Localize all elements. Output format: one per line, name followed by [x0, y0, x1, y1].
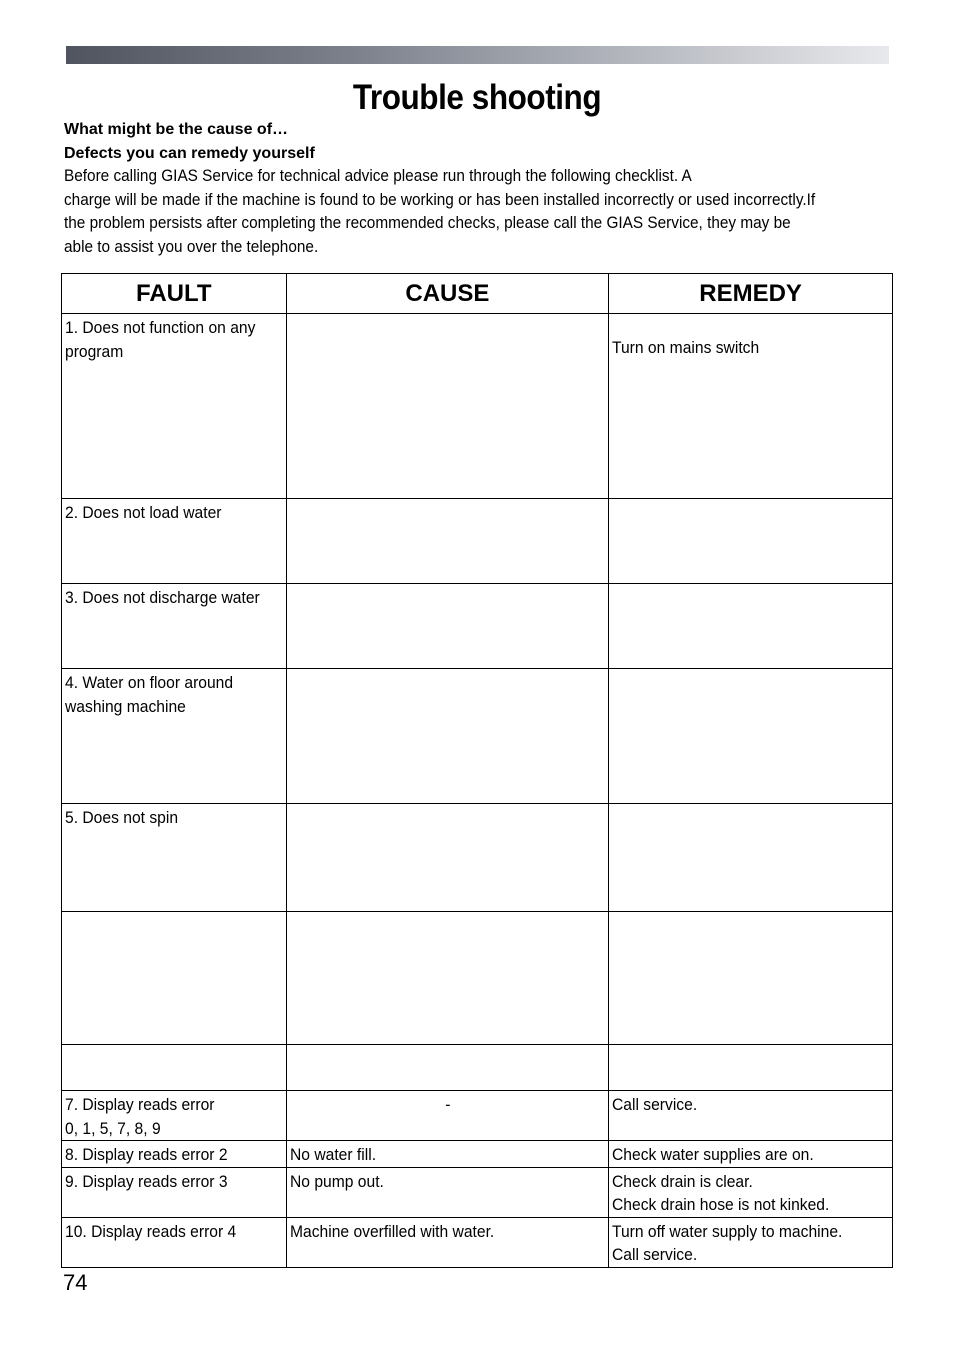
header-fault: FAULT — [62, 274, 287, 314]
remedy-cell: Turn on mains switch — [609, 314, 893, 499]
table-row — [62, 1091, 893, 1141]
table-row — [62, 499, 893, 584]
table-row — [62, 1167, 893, 1217]
fault-cell: 8. Display reads error 2 — [62, 1141, 287, 1168]
table-header-row — [62, 274, 893, 314]
remedy-cell: Check drain is clear. Check drain hose is not kinked. — [609, 1167, 893, 1217]
page-number: 74 — [63, 1270, 88, 1295]
intro-heading-defects: Defects you can remedy yourself — [64, 144, 315, 162]
remedy-cell — [609, 584, 893, 669]
fault-cell: 7. Display reads error 0, 1, 5, 7, 8, 9 — [62, 1091, 287, 1141]
header-gradient-bar — [66, 46, 889, 64]
cause-cell — [286, 669, 609, 804]
cause-cell — [286, 912, 609, 1045]
remedy-cell — [609, 804, 893, 912]
remedy-cell: Turn off water supply to machine. Call service. — [609, 1217, 893, 1267]
fault-cell: 3. Does not discharge water — [62, 584, 287, 669]
fault-cell: 1. Does not function on any program — [62, 314, 287, 499]
intro-paragraph-line-1: Before calling GIAS Service for technical advice please run through the following checklist. A — [64, 167, 692, 186]
header-remedy: REMEDY — [609, 274, 893, 314]
fault-cell — [62, 1045, 287, 1091]
fault-cell: 5. Does not spin — [62, 804, 287, 912]
troubleshooting-table — [61, 273, 893, 1268]
intro-paragraph-line-4: able to assist you over the telephone. — [64, 237, 319, 256]
table-row — [62, 669, 893, 804]
cause-cell: Machine overfilled with water. — [286, 1217, 609, 1267]
cause-cell — [286, 499, 609, 584]
cause-cell — [286, 804, 609, 912]
table-row — [62, 584, 893, 669]
header-cause: CAUSE — [286, 274, 609, 314]
intro-paragraph-line-2: charge will be made if the machine is found to be working or has been installed incorrectly or used incorrectly.If — [64, 190, 816, 209]
table-row — [62, 1217, 893, 1267]
intro-section — [64, 118, 890, 260]
table-row — [62, 804, 893, 912]
fault-cell: 9. Display reads error 3 — [62, 1167, 287, 1217]
cause-cell: No water fill. — [286, 1141, 609, 1168]
cause-cell: No pump out. — [286, 1167, 609, 1217]
remedy-cell: Call service. — [609, 1091, 893, 1141]
remedy-cell — [609, 669, 893, 804]
remedy-cell — [609, 1045, 893, 1091]
cause-cell — [286, 584, 609, 669]
cause-cell — [286, 314, 609, 499]
remedy-cell: Check water supplies are on. — [609, 1141, 893, 1168]
intro-heading-cause: What might be the cause of… — [64, 121, 289, 138]
cause-cell — [286, 1045, 609, 1091]
fault-cell: 10. Display reads error 4 — [62, 1217, 287, 1267]
fault-cell: 4. Water on floor around washing machine — [62, 669, 287, 804]
fault-cell — [62, 912, 287, 1045]
fault-cell: 2. Does not load water — [62, 499, 287, 584]
table-row — [62, 912, 893, 1045]
table-row — [62, 1141, 893, 1168]
cause-cell: - — [286, 1091, 609, 1141]
page-title: Trouble shooting — [352, 78, 602, 117]
remedy-cell — [609, 912, 893, 1045]
intro-paragraph-line-3: the problem persists after completing the recommended checks, please call the GIAS Service, they may be — [64, 214, 791, 233]
table-row — [62, 1045, 893, 1091]
remedy-cell — [609, 499, 893, 584]
table-row — [62, 314, 893, 499]
